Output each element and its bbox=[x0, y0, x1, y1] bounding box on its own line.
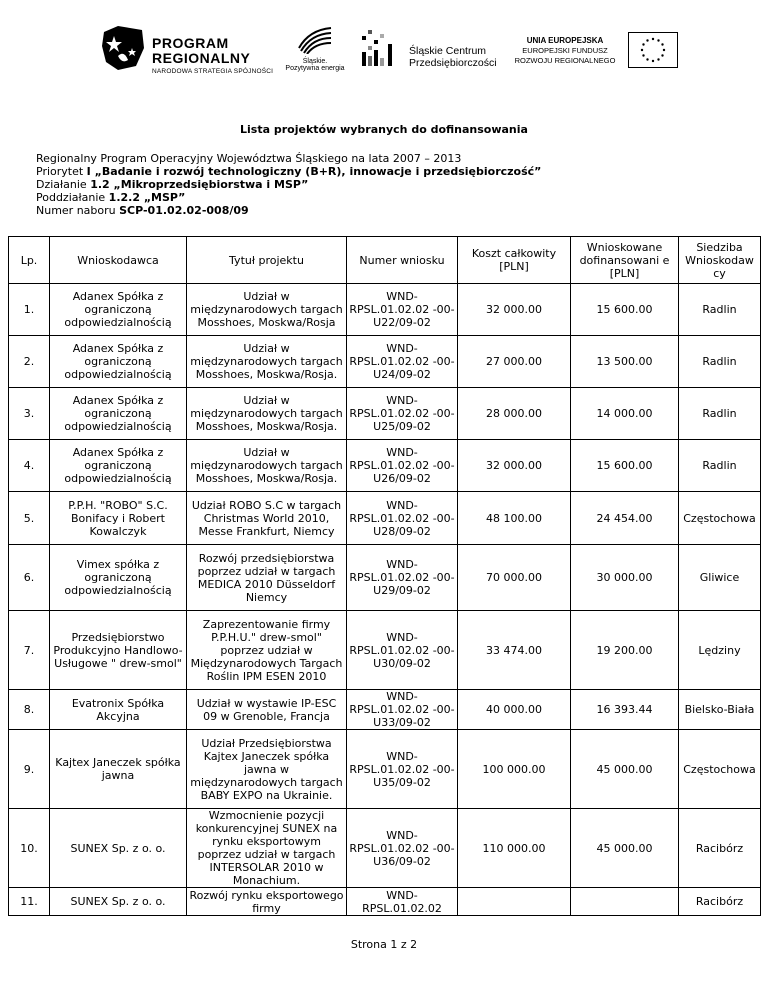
cell-number: WND-RPSL.01.02.02 -00-U22/09-02 bbox=[347, 284, 458, 336]
centrum-line1: Śląskie Centrum bbox=[409, 45, 487, 57]
cell-seat: Radlin bbox=[679, 336, 761, 388]
cell-applicant: Adanex Spółka z ograniczoną odpowiedzialnością bbox=[50, 388, 187, 440]
program-regionalny-text bbox=[152, 36, 273, 75]
table-row bbox=[9, 284, 761, 336]
table-row bbox=[9, 388, 761, 440]
page-footer: Strona 1 z 2 bbox=[350, 938, 418, 951]
cell-number: WND-RPSL.01.02.02 -00-U33/09-02 bbox=[347, 690, 458, 730]
dzialanie-line bbox=[36, 178, 541, 191]
cell-title: Udział w międzynarodowych targach Mosshoes, Moskwa/Rosja. bbox=[187, 440, 347, 492]
poddzialanie-line bbox=[36, 191, 541, 204]
cell-lp: 8. bbox=[9, 690, 50, 730]
program-tagline: NARODOWA STRATEGIA SPÓJNOŚCI bbox=[152, 68, 274, 75]
table-row bbox=[9, 690, 761, 730]
centrum-line2: Przedsiębiorczości bbox=[409, 57, 497, 69]
program-regionalny-logo-icon bbox=[98, 22, 146, 74]
cell-requested: 15 600.00 bbox=[571, 440, 679, 492]
cell-seat: Częstochowa bbox=[679, 492, 761, 545]
cell-requested: 16 393.44 bbox=[571, 690, 679, 730]
cell-title: Udział w międzynarodowych targach Mosshoes, Moskwa/Rosja. bbox=[187, 336, 347, 388]
nabor-label: Numer naboru bbox=[36, 204, 120, 217]
header-requested: Wnioskowane dofinansowani e [PLN] bbox=[571, 237, 679, 284]
table-header-row bbox=[9, 237, 761, 284]
cell-seat: Lędziny bbox=[679, 611, 761, 690]
logo-bar bbox=[0, 18, 768, 88]
cell-requested: 14 000.00 bbox=[571, 388, 679, 440]
cell-seat: Częstochowa bbox=[679, 730, 761, 809]
cell-applicant: Adanex Spółka z ograniczoną odpowiedzialnością bbox=[50, 284, 187, 336]
cell-applicant: Adanex Spółka z ograniczoną odpowiedzialnością bbox=[50, 440, 187, 492]
nabor-line bbox=[36, 204, 541, 217]
cell-seat: Bielsko-Biała bbox=[679, 690, 761, 730]
cell-seat: Radlin bbox=[679, 388, 761, 440]
cell-lp: 5. bbox=[9, 492, 50, 545]
cell-title: Udział Przedsiębiorstwa Kajtex Janeczek spółka jawna w międzynarodowych targach BABY EXPO na Ukrainie. bbox=[187, 730, 347, 809]
header-lp: Lp. bbox=[9, 237, 50, 284]
header-seat: Siedziba Wnioskodaw cy bbox=[679, 237, 761, 284]
cell-requested: 15 600.00 bbox=[571, 284, 679, 336]
cell-cost: 32 000.00 bbox=[458, 284, 571, 336]
cell-seat: Racibórz bbox=[679, 809, 761, 888]
cell-applicant: Evatronix Spółka Akcyjna bbox=[50, 690, 187, 730]
poddzialanie-label: Poddziałanie bbox=[36, 191, 109, 204]
cell-lp: 3. bbox=[9, 388, 50, 440]
eu-text bbox=[509, 36, 621, 66]
cell-cost: 27 000.00 bbox=[458, 336, 571, 388]
eu-line3: ROZWOJU REGIONALNEGO bbox=[514, 56, 616, 65]
cell-applicant: SUNEX Sp. z o. o. bbox=[50, 809, 187, 888]
table-row bbox=[9, 492, 761, 545]
projects-table bbox=[8, 236, 761, 916]
slaskie-tagline: Pozytywna energia bbox=[285, 65, 345, 72]
cell-lp: 6. bbox=[9, 545, 50, 611]
centrum-text bbox=[409, 45, 497, 69]
eu-line2: EUROPEJSKI FUNDUSZ bbox=[522, 46, 608, 55]
cell-requested: 13 500.00 bbox=[571, 336, 679, 388]
cell-cost: 70 000.00 bbox=[458, 545, 571, 611]
table-row bbox=[9, 440, 761, 492]
table-row bbox=[9, 545, 761, 611]
cell-lp: 11. bbox=[9, 888, 50, 916]
program-line1: PROGRAM bbox=[152, 35, 229, 51]
slaskie-waves-icon bbox=[295, 24, 335, 54]
cell-number: WND-RPSL.01.02.02 -00-U30/09-02 bbox=[347, 611, 458, 690]
cell-seat: Gliwice bbox=[679, 545, 761, 611]
cell-applicant: SUNEX Sp. z o. o. bbox=[50, 888, 187, 916]
table-row bbox=[9, 730, 761, 809]
cell-lp: 10. bbox=[9, 809, 50, 888]
cell-lp: 2. bbox=[9, 336, 50, 388]
cell-title: Rozwój przedsiębiorstwa poprzez udział w targach MEDICA 2010 Düsseldorf Niemcy bbox=[187, 545, 347, 611]
dzialanie-label: Działanie bbox=[36, 178, 91, 191]
cell-title: Udział w międzynarodowych targach Mosshoes, Moskwa/Rosja bbox=[187, 284, 347, 336]
cell-number: WND-RPSL.01.02.02 bbox=[347, 888, 458, 916]
cell-cost: 48 100.00 bbox=[458, 492, 571, 545]
cell-number: WND-RPSL.01.02.02 -00-U28/09-02 bbox=[347, 492, 458, 545]
cell-number: WND-RPSL.01.02.02 -00-U25/09-02 bbox=[347, 388, 458, 440]
program-line: Regionalny Program Operacyjny Województwa Śląskiego na lata 2007 – 2013 bbox=[36, 152, 462, 165]
cell-cost: 100 000.00 bbox=[458, 730, 571, 809]
cell-lp: 4. bbox=[9, 440, 50, 492]
slaskie-name: Śląskie. bbox=[302, 58, 328, 65]
cell-requested: 24 454.00 bbox=[571, 492, 679, 545]
cell-number: WND-RPSL.01.02.02 -00-U29/09-02 bbox=[347, 545, 458, 611]
cell-requested: 30 000.00 bbox=[571, 545, 679, 611]
cell-seat: Radlin bbox=[679, 284, 761, 336]
cell-number: WND-RPSL.01.02.02 -00-U36/09-02 bbox=[347, 809, 458, 888]
header-title: Tytuł projektu bbox=[187, 237, 347, 284]
cell-applicant: P.P.H. "ROBO" S.C. Bonifacy i Robert Kowalczyk bbox=[50, 492, 187, 545]
cell-cost bbox=[458, 888, 571, 916]
cell-seat: Racibórz bbox=[679, 888, 761, 916]
header-applicant: Wnioskodawca bbox=[50, 237, 187, 284]
cell-applicant: Przedsiębiorstwo Produkcyjno Handlowo-Usługowe " drew-smol" bbox=[50, 611, 187, 690]
eu-line1: UNIA EUROPEJSKA bbox=[526, 36, 604, 45]
cell-cost: 40 000.00 bbox=[458, 690, 571, 730]
cell-title: Rozwój rynku eksportowego firmy bbox=[187, 888, 347, 916]
cell-seat: Radlin bbox=[679, 440, 761, 492]
cell-cost: 110 000.00 bbox=[458, 809, 571, 888]
cell-cost: 33 474.00 bbox=[458, 611, 571, 690]
cell-title: Udział ROBO S.C w targach Christmas World 2010, Messe Frankfurt, Niemcy bbox=[187, 492, 347, 545]
table-row bbox=[9, 888, 761, 916]
priorytet-label: Priorytet bbox=[36, 165, 87, 178]
centrum-logo-icon bbox=[360, 24, 400, 74]
cell-applicant: Vimex spółka z ograniczoną odpowiedzialnością bbox=[50, 545, 187, 611]
cell-requested: 45 000.00 bbox=[571, 730, 679, 809]
cell-title: Udział w międzynarodowych targach Mosshoes, Moskwa/Rosja. bbox=[187, 388, 347, 440]
priorytet-line bbox=[36, 165, 541, 178]
table-row bbox=[9, 809, 761, 888]
cell-requested bbox=[571, 888, 679, 916]
program-line2: REGIONALNY bbox=[152, 50, 251, 66]
slaskie-logo bbox=[285, 24, 345, 80]
nabor-value: SCP-01.02.02-008/09 bbox=[119, 204, 249, 217]
header-number: Numer wniosku bbox=[347, 237, 458, 284]
cell-lp: 9. bbox=[9, 730, 50, 809]
cell-cost: 28 000.00 bbox=[458, 388, 571, 440]
table-row bbox=[9, 611, 761, 690]
dzialanie-value: 1.2 „Mikroprzedsiębiorstwa i MSP” bbox=[90, 178, 309, 191]
cell-number: WND-RPSL.01.02.02 -00-U35/09-02 bbox=[347, 730, 458, 809]
cell-title: Udział w wystawie IP-ESC 09 w Grenoble, Francja bbox=[187, 690, 347, 730]
cell-applicant: Adanex Spółka z ograniczoną odpowiedzialnością bbox=[50, 336, 187, 388]
header-cost: Koszt całkowity [PLN] bbox=[458, 237, 571, 284]
cell-title: Wzmocnienie pozycji konkurencyjnej SUNEX na rynku eksportowym poprzez udział w targach INTERSOLAR 2010 w Monachium. bbox=[187, 809, 347, 888]
cell-cost: 32 000.00 bbox=[458, 440, 571, 492]
cell-lp: 7. bbox=[9, 611, 50, 690]
table-row bbox=[9, 336, 761, 388]
cell-number: WND-RPSL.01.02.02 -00-U26/09-02 bbox=[347, 440, 458, 492]
cell-requested: 45 000.00 bbox=[571, 809, 679, 888]
cell-title: Zaprezentowanie firmy P.P.H.U." drew-smol" poprzez udział w Międzynarodowych Targach Roślin IPM ESEN 2010 bbox=[187, 611, 347, 690]
document-title: Lista projektów wybranych do dofinansowania bbox=[240, 123, 528, 136]
cell-applicant: Kajtex Janeczek spółka jawna bbox=[50, 730, 187, 809]
eu-flag-icon bbox=[628, 32, 678, 68]
document-meta bbox=[36, 152, 541, 217]
cell-number: WND-RPSL.01.02.02 -00-U24/09-02 bbox=[347, 336, 458, 388]
cell-requested: 19 200.00 bbox=[571, 611, 679, 690]
priorytet-value: I „Badanie i rozwój technologiczny (B+R), innowacje i przedsiębiorczość” bbox=[86, 165, 542, 178]
cell-lp: 1. bbox=[9, 284, 50, 336]
poddzialanie-value: 1.2.2 „MSP” bbox=[108, 191, 186, 204]
